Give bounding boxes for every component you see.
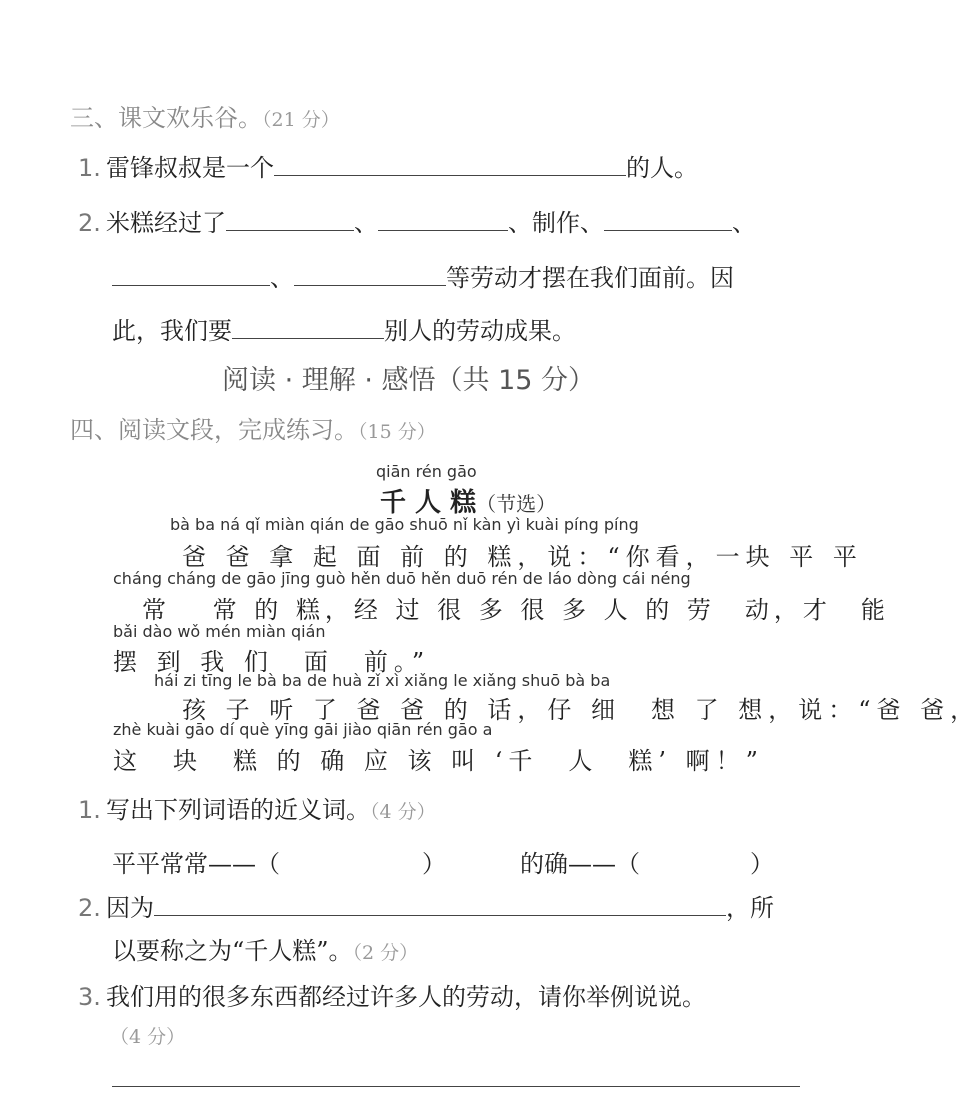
q-text: 、	[270, 264, 294, 292]
passage-title-pinyin: qiān rén gāo	[376, 462, 477, 481]
q-text: 此，我们要	[112, 317, 232, 345]
section3-q1	[78, 148, 698, 183]
q-number: 1.	[78, 796, 101, 824]
section4-heading	[70, 410, 436, 445]
q-text: 我们用的很多东西都经过许多人的劳动，请你举例说说。	[106, 983, 706, 1011]
q-text: 、制作、	[508, 209, 604, 237]
answer-line[interactable]	[112, 1086, 800, 1087]
passage-pinyin-line: bà ba ná qǐ miàn qián de gāo shuō nǐ kàn yì kuài píng píng	[170, 515, 639, 534]
section3-q2-line3	[112, 311, 576, 346]
q-text: 雷锋叔叔是一个	[106, 154, 274, 182]
q-text: 以要称之为“千人糕”。	[112, 937, 353, 965]
passage-title-text: 千 人 糕	[380, 488, 477, 518]
q-number: 2.	[78, 894, 101, 922]
q-text: 、	[354, 209, 378, 237]
section4-points: （15 分）	[358, 421, 436, 443]
q-number: 3.	[78, 983, 101, 1011]
answer-blank[interactable]	[274, 155, 626, 176]
answer-blank[interactable]	[226, 210, 354, 231]
synonym-close: ）	[750, 850, 774, 878]
answer-blank[interactable]	[604, 210, 732, 231]
q-text: 等劳动才摆在我们面前。因	[446, 264, 734, 292]
section4-title: 四、阅读文段，完成练习。	[70, 416, 358, 444]
answer-blank[interactable]	[112, 265, 270, 286]
answer-blank[interactable]	[154, 895, 726, 916]
q-text: 写出下列词语的近义词。	[106, 796, 370, 824]
synonym-item-1	[112, 844, 446, 879]
q-number: 2.	[78, 209, 101, 237]
q-points: （4 分）	[370, 801, 436, 823]
q-text: 米糕经过了	[106, 209, 226, 237]
passage-text-line: 孩 子 听 了 爸 爸 的 话，仔 细 想 了 想，说：“爸 爸，	[122, 696, 980, 724]
section3-q2-line2	[112, 258, 734, 293]
passage-pinyin-line: zhè kuài gāo dí què yīng gāi jiào qiān rén gāo a	[113, 720, 493, 739]
answer-blank[interactable]	[294, 265, 446, 286]
q-text: 别人的劳动成果。	[384, 317, 576, 345]
passage-pinyin-line: bǎi dào wǒ mén miàn qián	[113, 622, 326, 641]
section4-q3-points: （4 分）	[110, 1026, 186, 1048]
section4-q1	[78, 790, 436, 825]
passage-subtitle: （节选）	[476, 492, 557, 516]
q-text: 因为	[106, 894, 154, 922]
q-text: 、	[732, 209, 756, 237]
passage-text-line: 常 常 的 糕，经 过 很 多 很 多 人 的 劳 动，才 能	[113, 596, 890, 624]
passage-text-line: 摆 到 我 们 面 前。”	[113, 648, 431, 676]
section4-q2-line1	[78, 888, 774, 923]
passage-pinyin-line: hái zi tīng le bà ba de huà zǐ xì xiǎng le xiǎng shuō bà ba	[122, 671, 611, 690]
synonym-prompt: 平平常常——（	[112, 850, 280, 878]
synonym-prompt: 的确——（	[520, 850, 640, 878]
q-text: 的人。	[626, 154, 698, 182]
section3-heading	[70, 98, 340, 133]
passage-title	[380, 482, 556, 519]
q-text: ，所	[726, 894, 774, 922]
q-points: （2 分）	[352, 942, 419, 964]
reading-heading: 阅读 · 理解 · 感悟（共 15 分）	[222, 365, 596, 396]
section3-points: （21 分）	[262, 109, 340, 131]
section3-title: 三、课文欢乐谷。	[70, 104, 262, 132]
passage-text-line: 这 块 糕 的 确 应 该 叫 ‘千 人 糕’ 啊！”	[113, 747, 764, 775]
passage-text-line: 爸 爸 拿 起 面 前 的 糕，说：“你看，一块 平 平	[122, 543, 863, 571]
synonym-close: ）	[422, 850, 446, 878]
answer-blank[interactable]	[378, 210, 508, 231]
passage-pinyin-line: cháng cháng de gāo jīng guò hěn duō hěn duō rén de láo dòng cái néng	[113, 569, 691, 588]
section4-q3	[78, 977, 706, 1012]
answer-blank[interactable]	[232, 318, 384, 339]
q-number: 1.	[78, 154, 101, 182]
section3-q2-line1	[78, 203, 756, 238]
section4-q2-line2	[112, 931, 418, 966]
synonym-item-2	[520, 844, 774, 879]
